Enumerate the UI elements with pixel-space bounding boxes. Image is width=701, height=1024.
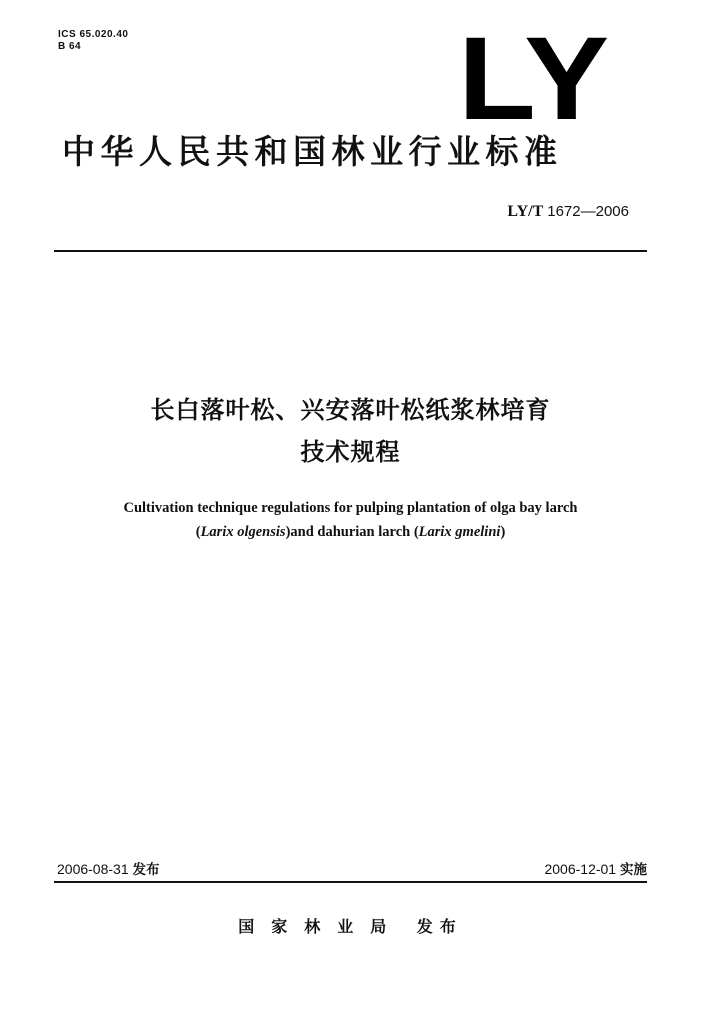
standard-code: LY/T [507, 203, 544, 220]
ics-code: ICS 65.020.40 [58, 29, 129, 40]
standard-number [507, 202, 629, 222]
effective-date-value: 2006-12-01 [544, 861, 617, 877]
issuer-action: 发布 [416, 917, 463, 936]
title-cn-line2: 技术规程 [300, 438, 401, 466]
standard-year-number: 1672—2006 [547, 203, 629, 220]
title-en-line1: Cultivation technique regulations for pulping plantation of olga bay larch [123, 500, 578, 516]
ly-logo: LY [458, 13, 610, 145]
ccs-code: B 64 [58, 41, 82, 52]
issuer [0, 916, 701, 938]
paren-open: ( [195, 524, 201, 540]
issue-date-label: 发布 [132, 862, 160, 878]
effective-date-label: 实施 [620, 862, 647, 878]
effective-date [544, 860, 647, 879]
title-cn-line1: 长白落叶松、兴安落叶松纸浆林培育 [150, 396, 551, 424]
header-divider [54, 250, 647, 252]
title-en-connector: )and dahurian larch ( [285, 524, 419, 540]
issue-date [57, 860, 160, 879]
paren-close: ) [500, 524, 506, 540]
species-name-2: Larix gmelini [418, 524, 501, 540]
issuer-name: 国家林业局 [238, 917, 404, 936]
organization-title: 中华人民共和国林业行业标准 [62, 132, 563, 171]
title-en-line2 [0, 520, 701, 544]
species-name-1: Larix olgensis [200, 524, 286, 540]
footer-divider [54, 881, 647, 883]
issue-date-value: 2006-08-31 [57, 861, 129, 877]
